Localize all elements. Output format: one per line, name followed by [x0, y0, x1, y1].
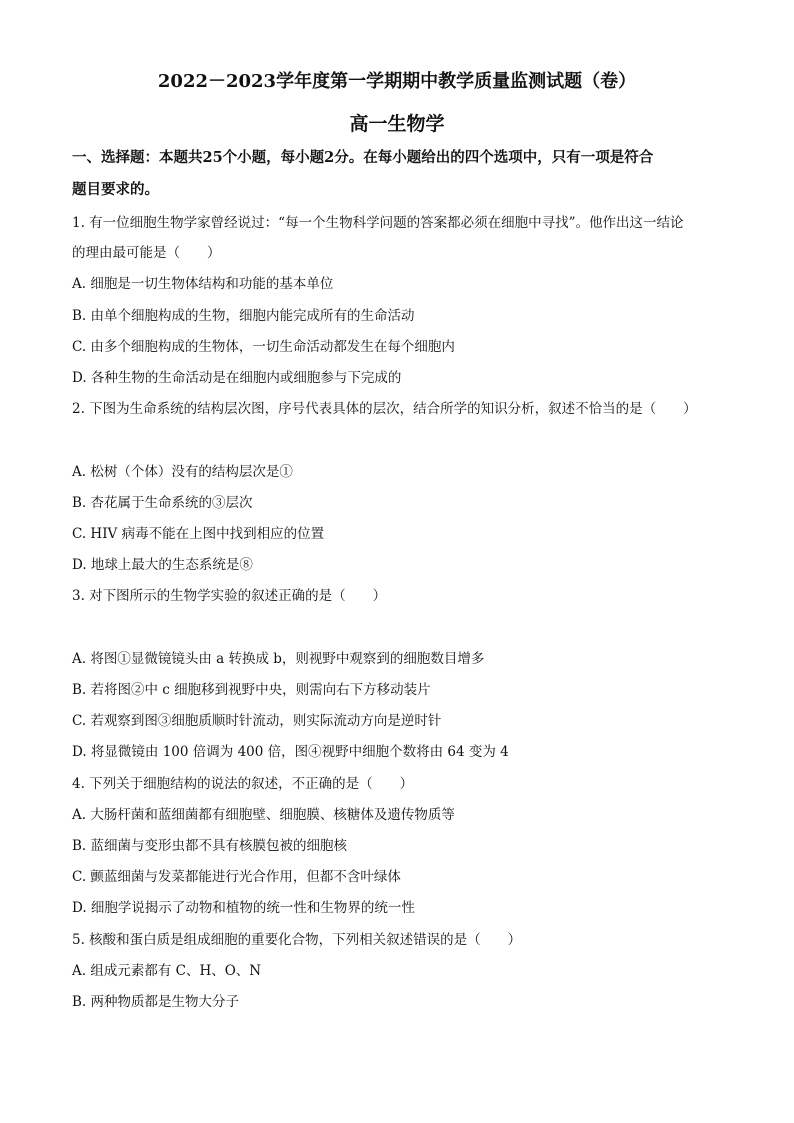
q1-option-d: D. 各种生物的生命活动是在细胞内或细胞参与下完成的 [72, 370, 402, 386]
q3-option-d: D. 将显微镜由 100 倍调为 400 倍，图④视野中细胞个数将由 64 变为 4 [72, 744, 509, 760]
q4-option-d: D. 细胞学说揭示了动物和植物的统一性和生物界的统一性 [72, 900, 415, 916]
q2-option-b: B. 杏花属于生命系统的③层次 [72, 495, 253, 511]
q5-option-b: B. 两种物质都是生物大分子 [72, 994, 240, 1010]
section-heading-line1: 一、选择题：本题共25个小题，每小题2分。在每小题给出的四个选项中，只有一项是符合 [72, 149, 654, 166]
q2-stem: 2. 下图为生命系统的结构层次图，序号代表具体的层次，结合所学的知识分析，叙述不恰当的是（ ） [72, 401, 697, 417]
q2-option-d: D. 地球上最大的生态系统是⑧ [72, 557, 253, 573]
q1-option-c: C. 由多个细胞构成的生物体，一切生命活动都发生在每个细胞内 [72, 339, 455, 355]
q4-stem: 4. 下列关于细胞结构的说法的叙述，不正确的是（ ） [72, 776, 414, 792]
q3-option-b: B. 若将图②中 c 细胞移到视野中央，则需向右下方移动装片 [72, 682, 431, 698]
q1-stem-line2: 的理由最可能是（ ） [72, 245, 221, 261]
q1-option-a: A. 细胞是一切生物体结构和功能的基本单位 [72, 276, 334, 292]
q2-option-a: A. 松树（个体）没有的结构层次是① [72, 464, 293, 480]
q3-option-a: A. 将图①显微镜镜头由 a 转换成 b，则视野中观察到的细胞数目增多 [72, 651, 485, 667]
q2-option-c: C. HIV 病毒不能在上图中找到相应的位置 [72, 526, 325, 542]
q1-option-b: B. 由单个细胞构成的生物，细胞内能完成所有的生命活动 [72, 308, 415, 324]
q5-stem: 5. 核酸和蛋白质是组成细胞的重要化合物，下列相关叙述错误的是（ ） [72, 932, 522, 948]
q1-stem-line1: 1. 有一位细胞生物学家曾经说过：“每一个生物科学问题的答案都必须在细胞中寻找”。他作出这一结论 [72, 215, 684, 231]
q4-option-a: A. 大肠杆菌和蓝细菌都有细胞壁、细胞膜、核糖体及遗传物质等 [72, 807, 455, 823]
section-heading-line2: 题目要求的。 [72, 181, 159, 198]
q4-option-b: B. 蓝细菌与变形虫都不具有核膜包被的细胞核 [72, 838, 348, 854]
exam-subject: 高一生物学 [349, 113, 445, 135]
q3-stem: 3. 对下图所示的生物学实验的叙述正确的是（ ） [72, 588, 387, 604]
q3-option-c: C. 若观察到图③细胞质顺时针流动，则实际流动方向是逆时针 [72, 713, 442, 729]
q4-option-c: C. 颤蓝细菌与发菜都能进行光合作用，但都不含叶绿体 [72, 869, 401, 885]
q5-option-a: A. 组成元素都有 C、H、O、N [72, 963, 262, 979]
exam-title: 2022－2023学年度第一学期期中教学质量监测试题（卷） [157, 71, 637, 92]
